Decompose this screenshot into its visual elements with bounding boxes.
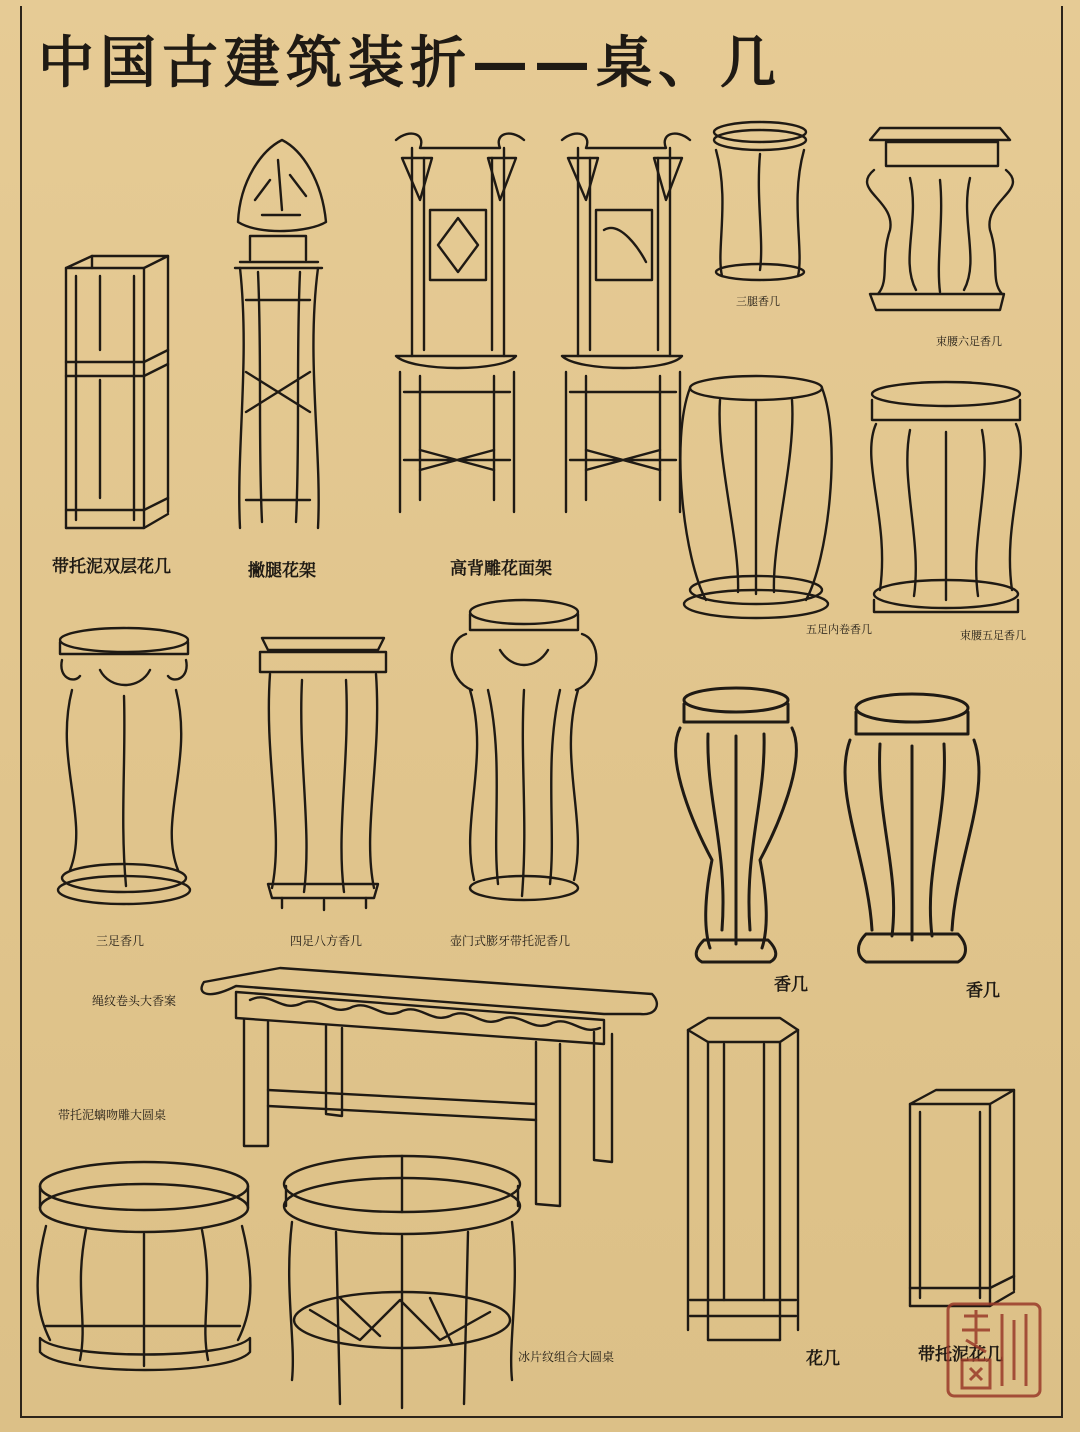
label-six-leg-stand: 束腰六足香几 xyxy=(936,335,1002,348)
illustration-hex-flower-stand xyxy=(688,1018,798,1340)
label-vase-stand-right: 香几 xyxy=(966,981,1000,1001)
label-drum-table: 带托泥螭吻雕大圆桌 xyxy=(58,1108,167,1122)
label-octagon-stand: 四足八方香几 xyxy=(290,934,363,948)
label-ice-crack-table: 冰片纹组合大圆桌 xyxy=(518,1350,615,1364)
label-vase-stand-left: 香几 xyxy=(774,975,808,995)
illustration-vase-stand-left xyxy=(676,688,797,962)
illustration-five-leg-waisted-stand xyxy=(871,382,1021,612)
illustration-flower-stand-with-base xyxy=(910,1090,1014,1306)
label-five-leg-waisted-stand: 束腰五足香几 xyxy=(960,629,1026,642)
illustration-three-leg-stand xyxy=(714,122,806,280)
label-splayed-stand: 撇腿花架 xyxy=(248,561,316,581)
label-carved-basin-stand: 高背雕花面架 xyxy=(450,559,552,579)
illustration-ice-crack-table xyxy=(284,1156,520,1408)
illustration-drum-table xyxy=(38,1162,251,1370)
label-altar-table: 绳纹卷头大香案 xyxy=(92,994,177,1008)
illustration-three-foot-stand xyxy=(58,628,190,904)
label-five-leg-curl-stand: 五足内卷香几 xyxy=(806,623,872,636)
label-two-tier-stand: 带托泥双层花几 xyxy=(52,557,171,577)
illustration-six-leg-stand xyxy=(867,128,1013,310)
illustration-vase-stand-right xyxy=(845,694,979,962)
label-curved-apron-stand: 壶门式膨牙带托泥香几 xyxy=(450,934,571,948)
illustration-five-leg-curl-stand xyxy=(680,376,831,618)
label-hex-flower-stand: 花几 xyxy=(806,1349,840,1369)
page-title: 中国古建筑装折——桌、几 xyxy=(38,31,782,96)
label-three-leg-stand: 三腿香几 xyxy=(736,295,780,308)
illustration-octagon-stand xyxy=(260,638,386,910)
seal-stamp xyxy=(944,1300,1044,1400)
illustration-basin-stand-right xyxy=(562,134,690,512)
illustration-two-tier-stand xyxy=(66,256,168,528)
label-three-foot-stand: 三足香几 xyxy=(96,934,145,948)
label-flower-stand-with-base: 带托泥花几 xyxy=(918,1345,1003,1365)
illustration-curved-apron-stand xyxy=(452,600,597,900)
illustration-splayed-stand xyxy=(235,140,326,528)
illustration-basin-stand-left xyxy=(396,134,524,512)
illustration-altar-table xyxy=(202,968,657,1206)
